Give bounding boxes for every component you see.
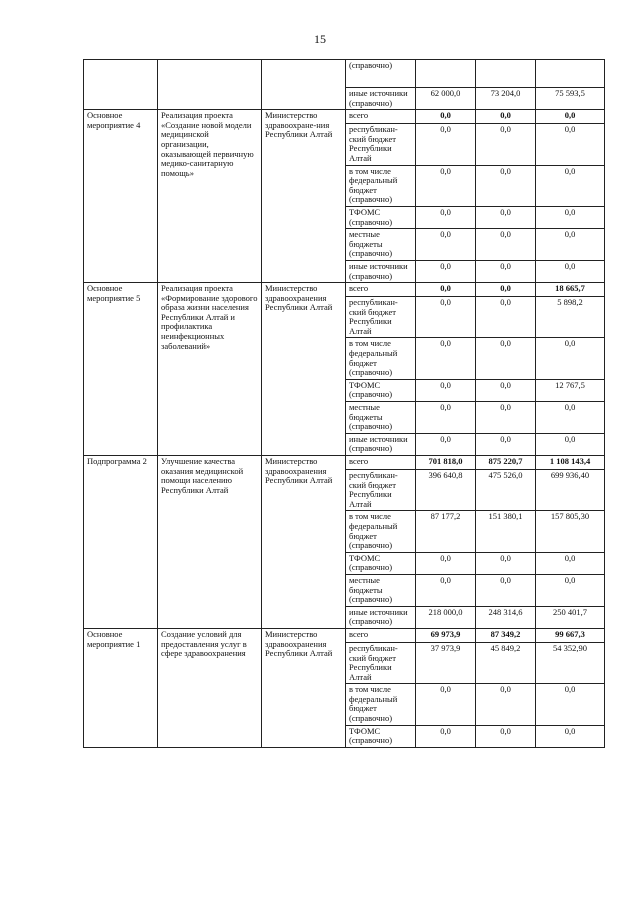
amount-cell: 0,0 (476, 110, 536, 124)
amount-cell (416, 60, 476, 88)
amount-cell: 157 805,30 (536, 511, 605, 552)
funding-source-cell: в том числе федеральный бюджет (справочно) (346, 338, 416, 379)
funding-source-cell: всего (346, 628, 416, 642)
amount-cell: 0,0 (536, 110, 605, 124)
amount-cell: 0,0 (416, 297, 476, 338)
amount-cell: 0,0 (536, 574, 605, 606)
amount-cell: 0,0 (416, 574, 476, 606)
amount-cell: 54 352,90 (536, 642, 605, 683)
event-code-cell: Основное мероприятие 1 (84, 628, 158, 747)
executor-cell (262, 60, 346, 110)
amount-cell: 475 526,0 (476, 470, 536, 511)
amount-cell: 0,0 (416, 725, 476, 747)
amount-cell: 151 380,1 (476, 511, 536, 552)
funding-source-cell: ТФОМС (справочно) (346, 552, 416, 574)
amount-cell: 0,0 (416, 260, 476, 282)
amount-cell: 0,0 (476, 725, 536, 747)
amount-cell: 0,0 (476, 338, 536, 379)
amount-cell: 701 818,0 (416, 456, 476, 470)
amount-cell: 0,0 (476, 229, 536, 261)
amount-cell: 69 973,9 (416, 628, 476, 642)
executor-cell: Министерство здравоохранения Республики Алтай (262, 628, 346, 747)
amount-cell: 0,0 (416, 124, 476, 165)
amount-cell: 0,0 (416, 684, 476, 725)
amount-cell: 0,0 (536, 206, 605, 228)
amount-cell: 45 849,2 (476, 642, 536, 683)
amount-cell: 0,0 (476, 124, 536, 165)
funding-source-cell: всего (346, 283, 416, 297)
amount-cell: 0,0 (476, 684, 536, 725)
funding-source-cell: ТФОМС (справочно) (346, 379, 416, 401)
event-code-cell: Подпрограмма 2 (84, 456, 158, 629)
amount-cell: 18 665,7 (536, 283, 605, 297)
amount-cell: 0,0 (416, 110, 476, 124)
event-code-cell: Основное мероприятие 4 (84, 110, 158, 283)
event-name-cell: Улучшение качества оказания медицинской помощи населению Республики Алтай (158, 456, 262, 629)
amount-cell: 87 349,2 (476, 628, 536, 642)
funding-source-cell: местные бюджеты (справочно) (346, 229, 416, 261)
amount-cell: 0,0 (416, 552, 476, 574)
table-row (84, 110, 605, 124)
amount-cell: 0,0 (536, 725, 605, 747)
event-name-cell: Создание условий для предоставления услуг в сфере здравоохранения (158, 628, 262, 747)
funding-source-cell: иные источники (справочно) (346, 433, 416, 455)
amount-cell (476, 60, 536, 88)
amount-cell: 396 640,8 (416, 470, 476, 511)
amount-cell: 0,0 (416, 206, 476, 228)
amount-cell: 0,0 (476, 297, 536, 338)
amount-cell: 1 108 143,4 (536, 456, 605, 470)
amount-cell: 0,0 (476, 206, 536, 228)
amount-cell: 5 898,2 (536, 297, 605, 338)
amount-cell: 699 936,40 (536, 470, 605, 511)
amount-cell: 99 667,3 (536, 628, 605, 642)
amount-cell: 0,0 (536, 402, 605, 434)
executor-cell: Министерство здравоохране-ния Республики Алтай (262, 110, 346, 283)
amount-cell: 0,0 (476, 402, 536, 434)
funding-source-cell: всего (346, 110, 416, 124)
funding-source-cell: республикан-ский бюджет Республики Алтай (346, 297, 416, 338)
amount-cell: 0,0 (536, 165, 605, 206)
event-name-cell: Реализация проекта «Создание новой модели медицинской организации, оказывающей первичную медико-санитарную помощь» (158, 110, 262, 283)
amount-cell: 0,0 (476, 433, 536, 455)
executor-cell: Министерство здравоохранения Республики Алтай (262, 456, 346, 629)
amount-cell (536, 60, 605, 88)
funding-source-cell: местные бюджеты (справочно) (346, 402, 416, 434)
amount-cell: 0,0 (536, 260, 605, 282)
event-name-cell (158, 60, 262, 110)
funding-source-cell: республикан-ский бюджет Республики Алтай (346, 470, 416, 511)
funding-source-cell: в том числе федеральный бюджет (справочно) (346, 684, 416, 725)
amount-cell: 250 401,7 (536, 606, 605, 628)
amount-cell: 0,0 (536, 124, 605, 165)
event-name-cell: Реализация проекта «Формирование здорового образа жизни населения Республики Алтай и профилактика неинфекционных заболеваний» (158, 283, 262, 456)
amount-cell: 0,0 (536, 433, 605, 455)
amount-cell: 0,0 (536, 552, 605, 574)
amount-cell: 0,0 (476, 379, 536, 401)
amount-cell: 0,0 (416, 229, 476, 261)
amount-cell: 37 973,9 (416, 642, 476, 683)
amount-cell: 0,0 (416, 283, 476, 297)
funding-source-cell: местные бюджеты (справочно) (346, 574, 416, 606)
funding-source-cell: в том числе федеральный бюджет (справочно) (346, 165, 416, 206)
table-row (84, 60, 605, 88)
event-code-cell (84, 60, 158, 110)
amount-cell: 0,0 (476, 283, 536, 297)
amount-cell: 0,0 (536, 338, 605, 379)
amount-cell: 87 177,2 (416, 511, 476, 552)
page-number: 15 (314, 32, 326, 46)
amount-cell: 248 314,6 (476, 606, 536, 628)
amount-cell: 12 767,5 (536, 379, 605, 401)
funding-source-cell: иные источники (справочно) (346, 260, 416, 282)
table-row (84, 283, 605, 297)
funding-source-cell: ТФОМС (справочно) (346, 725, 416, 747)
amount-cell: 0,0 (476, 260, 536, 282)
amount-cell: 0,0 (476, 552, 536, 574)
funding-source-cell: всего (346, 456, 416, 470)
amount-cell: 218 000,0 (416, 606, 476, 628)
amount-cell: 73 204,0 (476, 88, 536, 110)
amount-cell: 0,0 (476, 165, 536, 206)
amount-cell: 0,0 (416, 379, 476, 401)
amount-cell: 0,0 (536, 684, 605, 725)
amount-cell: 0,0 (476, 574, 536, 606)
funding-source-cell: в том числе федеральный бюджет (справочно) (346, 511, 416, 552)
amount-cell: 0,0 (416, 402, 476, 434)
amount-cell: 0,0 (416, 433, 476, 455)
amount-cell: 0,0 (416, 165, 476, 206)
funding-source-cell: иные источники (справочно) (346, 88, 416, 110)
amount-cell: 0,0 (416, 338, 476, 379)
amount-cell: 62 000,0 (416, 88, 476, 110)
amount-cell: 0,0 (536, 229, 605, 261)
table-row (84, 628, 605, 642)
funding-source-cell: (справочно) (346, 60, 416, 88)
event-code-cell: Основное мероприятие 5 (84, 283, 158, 456)
table-row (84, 456, 605, 470)
funding-source-cell: ТФОМС (справочно) (346, 206, 416, 228)
executor-cell: Министерство здравоохранения Республики Алтай (262, 283, 346, 456)
funding-source-cell: иные источники (справочно) (346, 606, 416, 628)
funding-source-cell: республикан-ский бюджет Республики Алтай (346, 642, 416, 683)
amount-cell: 875 220,7 (476, 456, 536, 470)
funding-source-cell: республикан-ский бюджет Республики Алтай (346, 124, 416, 165)
budget-table (83, 59, 605, 748)
amount-cell: 75 593,5 (536, 88, 605, 110)
